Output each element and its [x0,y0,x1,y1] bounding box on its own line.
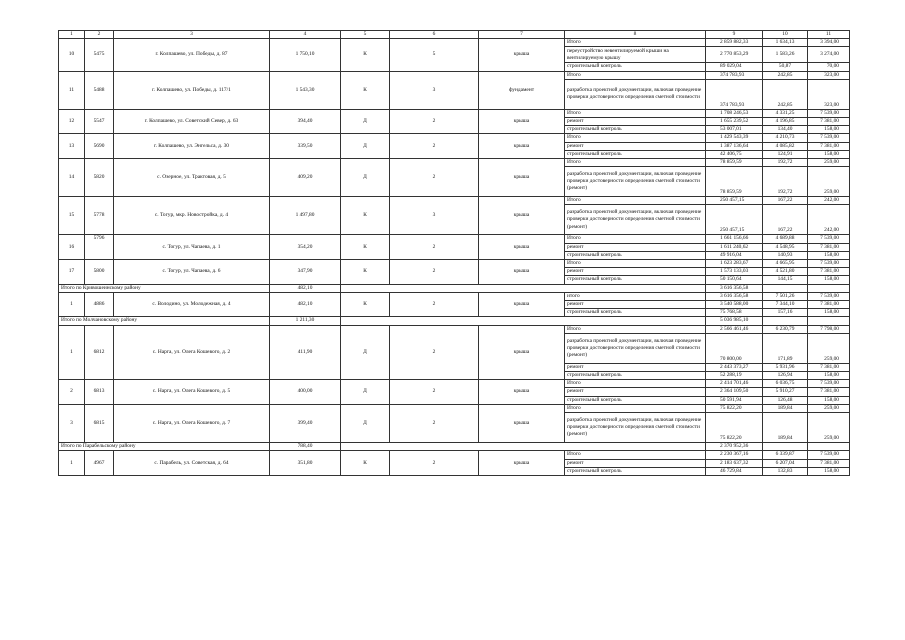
district-total-area: 1 211,30 [270,317,341,325]
object-code: 6812 [85,325,114,380]
cost-per-sqm: 167,22 [763,205,808,235]
cost-total: 2 230 367,16 [706,451,763,459]
cost-total: 1 429 543,39 [706,134,763,142]
work-type: итого [565,292,706,300]
floor-count: 2 [390,260,479,285]
object-address: с. Нарга, ул. Олега Кошевого, д. 5 [114,380,270,405]
work-row [59,292,850,300]
cost-per-sqm: 6 339,87 [763,451,808,459]
cost-per-sqm: 6 230,79 [763,325,808,333]
work-type: строительный контроль [565,150,706,158]
cost-limit: 7 381,00 [808,301,850,309]
cost-per-sqm: 124,91 [763,150,808,158]
work-type: разработка проектной документации, включая проведение проверки достоверности определения сметной стоимости (ремонт) [565,205,706,235]
cost-total: 250 457,15 [706,197,763,205]
district-total-row [59,443,850,451]
cost-limit: 7 381,00 [808,388,850,396]
district-total-area: 788,40 [270,443,341,451]
work-type: ремонт [565,268,706,276]
header-row [59,31,850,39]
cost-limit: 323,00 [808,71,850,79]
cost-total: 1 623 283,67 [706,260,763,268]
cost-total: 75 822,20 [706,413,763,443]
row-number: 10 [59,39,85,71]
cost-limit: 7 381,00 [808,142,850,150]
district-total-row [59,284,850,292]
object-code: 5796 [85,235,114,260]
cost-per-sqm: 157,16 [763,309,808,317]
cost-limit: 7 381,00 [808,243,850,251]
cost-total: 1 655 239,52 [706,118,763,126]
object-address: с. Тогур, ул. Чапаева, д. 6 [114,260,270,285]
cost-per-sqm: 6 036,75 [763,380,808,388]
work-type: Итого [565,404,706,412]
district-total-label: Итого по Парабельскому району [59,443,270,451]
work-type: ремонт [565,118,706,126]
work-type: Итого [565,197,706,205]
object-code: 5475 [85,39,114,71]
work-type: разработка проектной документации, включая проведение проверки достоверности определения сметной стоимости (ремонт) [565,333,706,363]
work-row [59,235,850,243]
work-type: Итого [565,71,706,79]
work-type: строительный контроль [565,396,706,404]
wall-type: Д [341,380,390,405]
cost-total: 52 288,19 [706,372,763,380]
object-address: с. Озерное, ул. Трактовая, д. 5 [114,159,270,197]
cost-total: 250 457,15 [706,205,763,235]
cost-total: 53 007,01 [706,126,763,134]
col-header: 1 [59,31,85,39]
district-total-cost: 3 616 356,58 [706,284,763,292]
row-number: 12 [59,109,85,134]
object-address: с. Парабель, ул. Советская, д. 64 [114,451,270,476]
cost-limit: 158,00 [808,276,850,284]
row-number: 15 [59,197,85,235]
cost-per-sqm: 242,85 [763,71,808,79]
floor-count: 2 [390,292,479,317]
district-total-label: Итого по Молчановскому району [59,317,270,325]
work-type: ремонт [565,363,706,371]
object-address: г. Колпашево, ул. Энгельса, д. 30 [114,134,270,159]
cost-limit: 158,00 [808,150,850,158]
work-row [59,197,850,205]
cost-total: 1 573 133,03 [706,268,763,276]
cost-limit: 242,00 [808,197,850,205]
floor-count: 2 [390,134,479,159]
col-header: 7 [479,31,565,39]
wall-type: К [341,39,390,71]
floor-count: 2 [390,159,479,197]
cost-limit: 7 539,00 [808,109,850,117]
wall-type: Д [341,109,390,134]
district-total-cost: 2 370 952,36 [706,443,763,451]
col-header: 2 [85,31,114,39]
object-area: 347,90 [270,260,341,285]
cost-total: 2 859 882,33 [706,39,763,47]
object-code: 5800 [85,260,114,285]
row-number: 1 [59,451,85,476]
cost-limit: 158,00 [808,372,850,380]
district-total-label: Итого по Кривошеинскому району [59,284,270,292]
cost-per-sqm: 50,87 [763,63,808,71]
cost-total: 75 768,58 [706,309,763,317]
cost-per-sqm: 4 548,95 [763,243,808,251]
col-header: 8 [565,31,706,39]
wall-type: Д [341,404,390,442]
cost-per-sqm: 4 210,73 [763,134,808,142]
cost-total: 3 540 588,00 [706,301,763,309]
work-type: разработка проектной документации, включая проведение проверки достоверности определения сметной стоимости [565,79,706,109]
object-address: г. Колпашево, ул. Победы, д. 117/1 [114,71,270,109]
object-area: 394,40 [270,109,341,134]
cost-per-sqm: 189,84 [763,404,808,412]
work-row [59,71,850,79]
cost-total: 46 729,84 [706,467,763,475]
repair-element: крыша [479,292,565,317]
col-header: 3 [114,31,270,39]
floor-count: 2 [390,109,479,134]
cost-total: 2 566 461,46 [706,325,763,333]
object-code: 5690 [85,134,114,159]
repair-element: крыша [479,325,565,380]
work-type: Итого [565,159,706,167]
row-number: 11 [59,71,85,109]
cost-total: 1 387 136,64 [706,142,763,150]
object-area: 339,50 [270,134,341,159]
work-type: Итого [565,39,706,47]
work-row [59,109,850,117]
floor-count: 3 [390,197,479,235]
cost-per-sqm: 144,15 [763,276,808,284]
row-number: 17 [59,260,85,285]
work-type: ремонт [565,301,706,309]
repair-element: крыша [479,260,565,285]
wall-type: К [341,260,390,285]
cost-total: 2 364 109,50 [706,388,763,396]
row-number: 3 [59,404,85,442]
repair-element: крыша [479,404,565,442]
object-code: 6815 [85,404,114,442]
object-address: с. Володино, ул. Молодежная, д. 4 [114,292,270,317]
cost-limit: 7 539,00 [808,134,850,142]
work-type: разработка проектной документации, включая проведение проверки достоверности определения сметной стоимости (ремонт) [565,167,706,197]
object-code: 5778 [85,197,114,235]
work-row [59,260,850,268]
work-row [59,134,850,142]
cost-per-sqm: 5 910,27 [763,388,808,396]
cost-per-sqm: 134,40 [763,126,808,134]
cost-per-sqm: 132,83 [763,467,808,475]
cost-per-sqm: 167,22 [763,197,808,205]
cost-limit: 7 539,00 [808,235,850,243]
work-type: ремонт [565,459,706,467]
wall-type: К [341,235,390,260]
cost-per-sqm: 1 634,13 [763,39,808,47]
repair-element: крыша [479,159,565,197]
district-total-cost: 5 036 985,10 [706,317,763,325]
object-address: с. Нарга, ул. Олега Кошевого, д. 2 [114,325,270,380]
wall-type: К [341,71,390,109]
cost-total: 1 611 240,62 [706,243,763,251]
object-code: 5820 [85,159,114,197]
empty-cell [341,443,706,451]
row-number: 13 [59,134,85,159]
table-body [59,31,850,476]
object-address: с. Нарга, ул. Олега Кошевого, д. 7 [114,404,270,442]
floor-count: 2 [390,404,479,442]
empty-cell [763,317,808,325]
object-area: 1 543,30 [270,71,341,109]
object-area: 409,20 [270,159,341,197]
work-type: ремонт [565,388,706,396]
cost-total: 374 783,93 [706,79,763,109]
work-row [59,380,850,388]
cost-limit: 7 381,00 [808,459,850,467]
repair-element: крыша [479,134,565,159]
district-total-row [59,317,850,325]
cost-per-sqm: 242,85 [763,79,808,109]
empty-cell [808,443,850,451]
work-row [59,325,850,333]
floor-count: 2 [390,325,479,380]
cost-per-sqm: 4 085,82 [763,142,808,150]
work-type: строительный контроль [565,126,706,134]
object-area: 411,90 [270,325,341,380]
cost-per-sqm: 4 689,88 [763,235,808,243]
cost-limit: 259,00 [808,413,850,443]
cost-limit: 3 274,00 [808,47,850,63]
empty-cell [341,317,706,325]
cost-total: 49 916,04 [706,251,763,259]
cost-per-sqm: 7 344,10 [763,301,808,309]
object-address: с. Тогур, мкр. Новостройка, д. 4 [114,197,270,235]
repair-element: крыша [479,235,565,260]
document-page [58,30,849,476]
work-type: строительный контроль [565,276,706,284]
wall-type: К [341,292,390,317]
work-type: переустройство невентилируемой крыши на вентилируемую крышу [565,47,706,63]
cost-limit: 158,00 [808,251,850,259]
cost-limit: 7 381,00 [808,118,850,126]
object-area: 400,00 [270,380,341,405]
cost-per-sqm: 126,94 [763,372,808,380]
cost-per-sqm: 189,84 [763,413,808,443]
work-type: Итого [565,451,706,459]
col-header: 10 [763,31,808,39]
col-header: 4 [270,31,341,39]
row-number: 1 [59,292,85,317]
work-type: Итого [565,109,706,117]
cost-total: 1 708 246,53 [706,109,763,117]
repair-element: крыша [479,109,565,134]
wall-type: Д [341,325,390,380]
object-area: 354,20 [270,235,341,260]
object-address: г. Колпашево, ул. Советский Север, д. 63 [114,109,270,134]
cost-limit: 242,00 [808,205,850,235]
work-row [59,404,850,412]
work-type: Итого [565,134,706,142]
object-code: 6813 [85,380,114,405]
cost-limit: 158,00 [808,467,850,475]
cost-per-sqm: 5 931,96 [763,363,808,371]
work-type: строительный контроль [565,467,706,475]
work-row [59,39,850,47]
cost-per-sqm: 7 501,26 [763,292,808,300]
cost-total: 2 414 701,46 [706,380,763,388]
cost-per-sqm: 4 665,95 [763,260,808,268]
work-type: разработка проектной документации, включая проведение проверки достоверности определения сметной стоимости (ремонт) [565,413,706,443]
floor-count: 5 [390,39,479,71]
repair-element: крыша [479,39,565,71]
cost-limit: 7 539,00 [808,451,850,459]
row-number: 1 [59,325,85,380]
empty-cell [808,284,850,292]
cost-limit: 259,00 [808,159,850,167]
cost-limit: 7 539,00 [808,260,850,268]
repair-element: крыша [479,197,565,235]
object-code: 5488 [85,71,114,109]
object-address: с. Тогур, ул. Чапаева, д. 1 [114,235,270,260]
repair-element: крыша [479,380,565,405]
col-header: 11 [808,31,850,39]
row-number: 2 [59,380,85,405]
cost-limit: 158,00 [808,126,850,134]
cost-limit: 7 381,00 [808,363,850,371]
cost-per-sqm: 4 196,85 [763,118,808,126]
repair-element: фундамент [479,71,565,109]
cost-total: 78 859,59 [706,159,763,167]
work-type: Итого [565,260,706,268]
row-number: 14 [59,159,85,197]
empty-cell [763,284,808,292]
work-type: Итого [565,235,706,243]
repair-element: крыша [479,451,565,476]
cost-per-sqm: 4 331,25 [763,109,808,117]
cost-total: 50 150,64 [706,276,763,284]
cost-limit: 323,00 [808,79,850,109]
cost-per-sqm: 192,72 [763,167,808,197]
cost-limit: 7 539,00 [808,380,850,388]
object-area: 482,10 [270,292,341,317]
cost-per-sqm: 1 583,26 [763,47,808,63]
object-address: г. Колпашево, ул. Победы, д. 87 [114,39,270,71]
cost-total: 70 800,00 [706,333,763,363]
object-area: 1 497,80 [270,197,341,235]
work-row [59,451,850,459]
cost-limit: 158,00 [808,396,850,404]
cost-total: 89 029,04 [706,63,763,71]
object-area: 1 750,10 [270,39,341,71]
floor-count: 2 [390,451,479,476]
cost-per-sqm: 6 207,04 [763,459,808,467]
work-type: строительный контроль [565,251,706,259]
district-total-area: 482,10 [270,284,341,292]
cost-per-sqm: 140,93 [763,251,808,259]
work-row [59,159,850,167]
cost-total: 3 616 356,58 [706,292,763,300]
cost-total: 50 591,94 [706,396,763,404]
cost-per-sqm: 126,48 [763,396,808,404]
object-area: 351,80 [270,451,341,476]
work-type: ремонт [565,142,706,150]
empty-cell [341,284,706,292]
floor-count: 2 [390,380,479,405]
cost-total: 78 859,59 [706,167,763,197]
wall-type: К [341,451,390,476]
work-type: Итого [565,380,706,388]
cost-limit: 3 394,00 [808,39,850,47]
cost-limit: 7 539,00 [808,292,850,300]
work-type: строительный контроль [565,309,706,317]
wall-type: Д [341,134,390,159]
cost-per-sqm: 4 521,80 [763,268,808,276]
cost-total: 2 443 373,27 [706,363,763,371]
row-number: 16 [59,235,85,260]
empty-cell [808,317,850,325]
cost-total: 374 783,93 [706,71,763,79]
cost-limit: 259,00 [808,404,850,412]
cost-total: 2 183 637,32 [706,459,763,467]
work-type: Итого [565,325,706,333]
cost-per-sqm: 192,72 [763,159,808,167]
work-type: строительный контроль [565,372,706,380]
capital-repair-table [58,30,850,476]
wall-type: Д [341,159,390,197]
col-header: 9 [706,31,763,39]
col-header: 5 [341,31,390,39]
cost-limit: 259,00 [808,167,850,197]
cost-total: 75 822,20 [706,404,763,412]
object-code: 4886 [85,292,114,317]
cost-per-sqm: 171,89 [763,333,808,363]
object-area: 399,40 [270,404,341,442]
cost-total: 42 406,75 [706,150,763,158]
col-header: 6 [390,31,479,39]
floor-count: 2 [390,235,479,260]
floor-count: 3 [390,71,479,109]
cost-total: 1 661 156,66 [706,235,763,243]
object-code: 5547 [85,109,114,134]
object-code: 4967 [85,451,114,476]
work-type: ремонт [565,243,706,251]
cost-limit: 259,00 [808,333,850,363]
cost-limit: 7 381,00 [808,268,850,276]
work-type: строительный контроль [565,63,706,71]
cost-limit: 70,00 [808,63,850,71]
cost-total: 2 770 853,29 [706,47,763,63]
wall-type: К [341,197,390,235]
cost-limit: 7 798,00 [808,325,850,333]
empty-cell [763,443,808,451]
cost-limit: 158,00 [808,309,850,317]
